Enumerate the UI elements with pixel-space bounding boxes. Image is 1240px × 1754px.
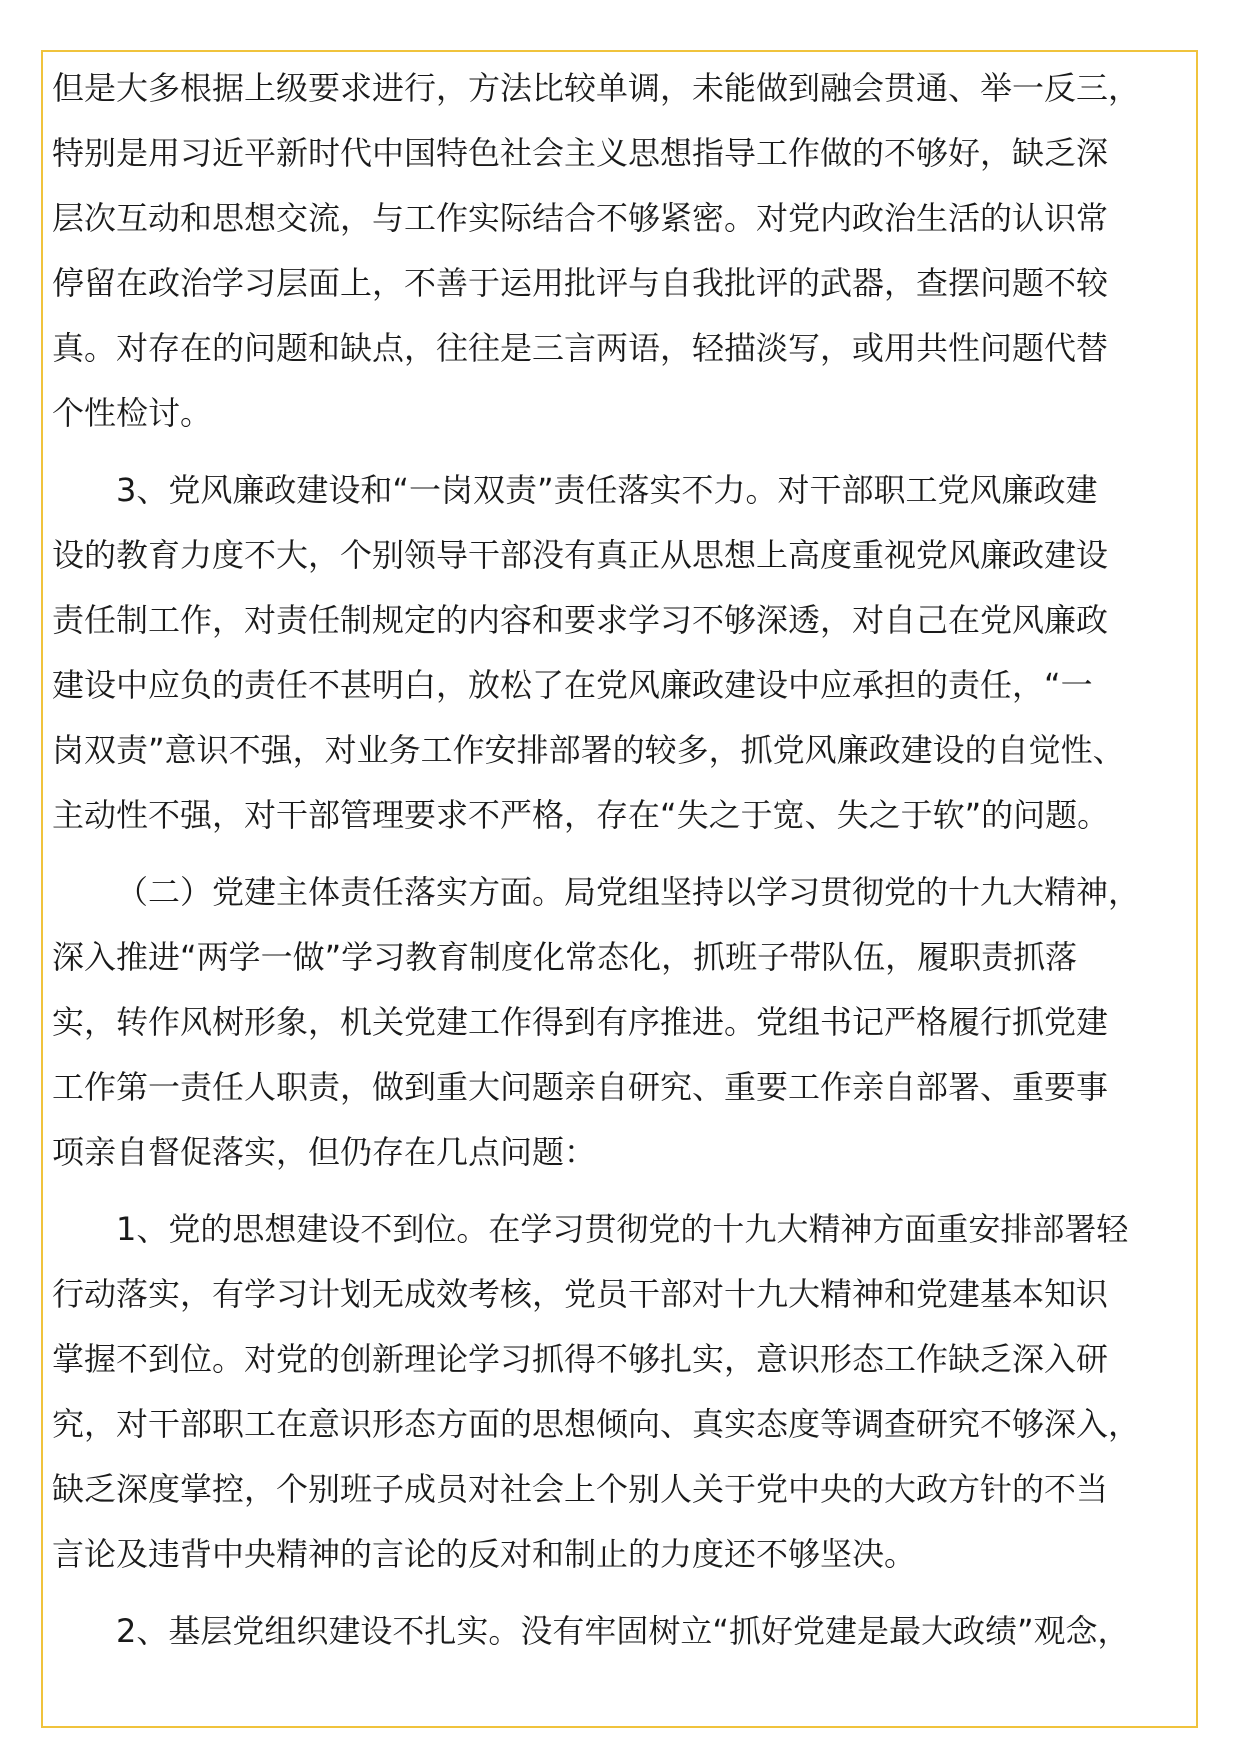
text-line: 项亲自督促落实，但仍存在几点问题：: [52, 1133, 597, 1171]
paragraph-1: [52, 56, 1192, 446]
text-line: 实，转作风树形象，机关党建工作得到有序推进。党组书记严格履行抓党建: [52, 1003, 1109, 1041]
paragraph-3: [52, 860, 1192, 1185]
text-line: 1、党的思想建设不到位。在学习贯彻党的十九大精神方面重安排部署轻: [116, 1210, 1129, 1248]
text-line: 缺乏深度掌控，个别班子成员对社会上个别人关于党中央的大政方针的不当: [52, 1470, 1109, 1508]
text-line: 岗双责”意识不强，对业务工作安排部署的较多，抓党风廉政建设的自觉性、: [52, 731, 1125, 769]
document-body: [52, 56, 1192, 1676]
text-line: 行动落实，有学习计划无成效考核，党员干部对十九大精神和党建基本知识: [52, 1275, 1109, 1313]
text-line: 真。对存在的问题和缺点，往往是三言两语，轻描淡写，或用共性问题代替: [52, 329, 1109, 367]
text-line: 建设中应负的责任不甚明白，放松了在党风廉政建设中应承担的责任，“一: [52, 666, 1093, 704]
text-line: 3、党风廉政建设和“一岗双责”责任落实不力。对干部职工党风廉政建: [116, 471, 1098, 509]
text-line: 层次互动和思想交流，与工作实际结合不够紧密。对党内政治生活的认识常: [52, 199, 1109, 237]
text-line: 但是大多根据上级要求进行，方法比较单调，未能做到融会贯通、举一反三，: [52, 69, 1141, 107]
text-line: 深入推进“两学一做”学习教育制度化常态化，抓班子带队伍，履职责抓落: [52, 938, 1078, 976]
text-line: 2、基层党组织建设不扎实。没有牢固树立“抓好党建是最大政绩”观念，: [116, 1612, 1130, 1650]
text-line: 停留在政治学习层面上，不善于运用批评与自我批评的武器，查摆问题不较: [52, 264, 1109, 302]
text-line: 特别是用习近平新时代中国特色社会主义思想指导工作做的不够好，缺乏深: [52, 134, 1109, 172]
text-line: 责任制工作，对责任制规定的内容和要求学习不够深透，对自己在党风廉政: [52, 601, 1109, 639]
text-line: 设的教育力度不大，个别领导干部没有真正从思想上高度重视党风廉政建设: [52, 536, 1109, 574]
text-line: 言论及违背中央精神的言论的反对和制止的力度还不够坚决。: [52, 1535, 917, 1573]
paragraph-4: [52, 1197, 1192, 1587]
paragraph-2: [52, 458, 1192, 848]
text-line: （二）党建主体责任落实方面。局党组坚持以学习贯彻党的十九大精神，: [116, 873, 1141, 911]
paragraph-5: [52, 1599, 1192, 1664]
text-line: 个性检讨。: [52, 394, 213, 432]
text-line: 掌握不到位。对党的创新理论学习抓得不够扎实，意识形态工作缺乏深入研: [52, 1340, 1109, 1378]
text-line: 究，对干部职工在意识形态方面的思想倾向、真实态度等调查研究不够深入，: [52, 1405, 1141, 1443]
text-line: 主动性不强，对干部管理要求不严格，存在“失之于宽、失之于软”的问题。: [52, 796, 1110, 834]
text-line: 工作第一责任人职责，做到重大问题亲自研究、重要工作亲自部署、重要事: [52, 1068, 1109, 1106]
